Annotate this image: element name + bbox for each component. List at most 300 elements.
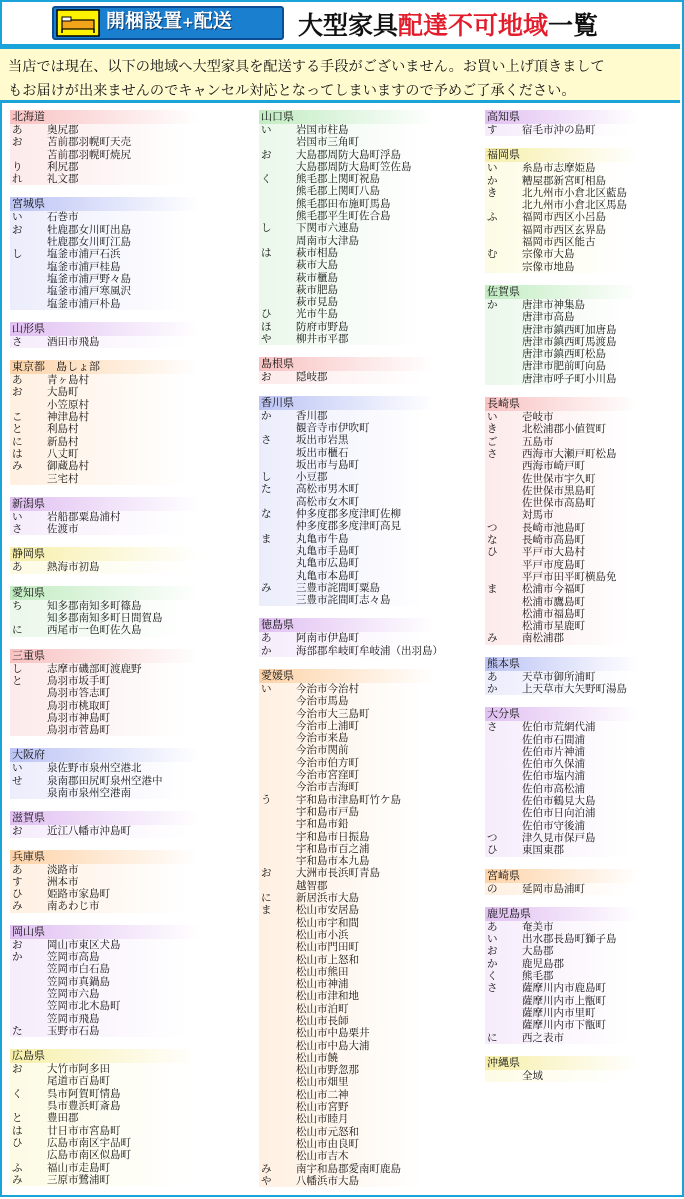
area-name: 宇和島市本九島 — [296, 855, 370, 868]
kana-index — [259, 235, 296, 247]
area-list — [485, 1070, 665, 1082]
kana-index: ち — [12, 599, 23, 612]
area-row — [485, 883, 665, 895]
area-row — [10, 448, 232, 460]
area-row — [485, 162, 665, 174]
area-name: 松山市吉木 — [296, 1150, 349, 1163]
area-name: 福岡市西区小呂島 — [522, 211, 606, 224]
area-name: 塩釜市浦戸朴島 — [47, 297, 121, 310]
area-row — [485, 958, 665, 970]
area-name: 宿毛市沖の島町 — [522, 124, 596, 136]
area-row — [259, 917, 465, 929]
area-row — [259, 818, 465, 830]
spacer — [10, 485, 232, 497]
area-name: 今治市吉海町 — [296, 781, 359, 794]
area-name: 松山市熊田 — [296, 965, 349, 978]
area-row — [259, 904, 465, 916]
area-name: 柳井市平郡 — [296, 333, 349, 346]
kana-index: お — [487, 945, 498, 958]
spacer — [259, 384, 465, 396]
kana-index — [259, 917, 296, 929]
area-name: 平戸市大島村 — [522, 546, 585, 559]
area-row — [259, 545, 465, 557]
kana-index — [485, 807, 522, 819]
column-1 — [10, 110, 232, 1198]
kana-index — [259, 1076, 296, 1088]
kana-index: ひ — [487, 546, 498, 559]
area-name: 佐伯市日向泊浦 — [522, 807, 596, 820]
kana-index: ま — [261, 532, 272, 545]
area-list — [485, 299, 665, 385]
area-name: 松浦市鷹島町 — [522, 595, 585, 608]
kana-index — [259, 447, 296, 459]
kana-index — [259, 843, 296, 855]
area-row — [485, 448, 665, 460]
area-name: 高松市男木町 — [296, 483, 359, 496]
area-list — [485, 921, 665, 1044]
kana-index: し — [12, 248, 23, 261]
area-name: 西尾市一色町佐久島 — [47, 624, 142, 637]
area-row — [10, 211, 232, 223]
area-name: 松山市宮野 — [296, 1101, 349, 1114]
area-row — [10, 825, 232, 837]
kana-index: は — [12, 447, 23, 460]
area-row — [485, 620, 665, 632]
area-name: 長崎市池島町 — [522, 521, 585, 534]
kana-index: な — [261, 508, 272, 521]
kana-index — [10, 1149, 47, 1161]
area-name: 知多郡南知多町日間賀島 — [47, 612, 163, 625]
prefecture-block — [485, 707, 665, 856]
area-name: 小笠原村 — [47, 398, 89, 411]
area-name: 知多郡南知多町篠島 — [47, 599, 142, 612]
area-name: 薩摩川内市下甑町 — [522, 1019, 606, 1032]
area-row — [259, 843, 465, 855]
prefecture-heading: 兵庫県 — [10, 850, 232, 864]
area-name: 松山市門田町 — [296, 941, 359, 954]
area-row — [259, 333, 465, 345]
area-name: 利尻郡 — [47, 160, 79, 173]
kana-index: と — [12, 423, 23, 436]
area-row — [259, 533, 465, 545]
area-name: 今治市大三島町 — [296, 707, 370, 720]
spacer — [485, 857, 665, 869]
kana-index: か — [261, 409, 272, 422]
kana-index: に — [487, 1031, 498, 1044]
area-name: 大島郡周防大島町浮島 — [296, 148, 401, 161]
area-name: 呉市豊浜町斎島 — [47, 1100, 121, 1113]
area-name: 泉南郡田尻町泉州空港中 — [47, 774, 163, 787]
kana-index: み — [261, 1162, 272, 1175]
prefecture-heading: 東京都 島しょ部 — [10, 360, 232, 374]
area-list — [10, 124, 232, 185]
kana-index: い — [12, 211, 23, 224]
kana-index — [259, 769, 296, 781]
kana-index: さ — [487, 982, 498, 995]
prefecture-block — [10, 110, 232, 185]
kana-index — [259, 570, 296, 582]
prefecture-block — [10, 748, 232, 799]
area-row — [10, 1000, 232, 1012]
area-name: 高松市女木町 — [296, 495, 359, 508]
kana-index — [485, 373, 522, 385]
area-row — [485, 559, 665, 571]
area-row — [259, 941, 465, 953]
kana-index: お — [12, 136, 23, 149]
prefecture-heading: 北海道 — [10, 110, 232, 124]
area-name: 青ヶ島村 — [47, 374, 89, 387]
spacer — [485, 895, 665, 907]
area-row — [10, 1112, 232, 1124]
kana-index: お — [261, 867, 272, 880]
area-row — [259, 954, 465, 966]
area-row — [10, 436, 232, 448]
kana-index: れ — [12, 173, 23, 186]
area-row — [259, 471, 465, 483]
area-row — [10, 1063, 232, 1075]
area-row — [485, 199, 665, 211]
area-name: 松山市安居島 — [296, 904, 359, 917]
area-name: 泉佐野市泉州空港北 — [47, 762, 142, 775]
area-row — [259, 434, 465, 446]
area-name: 大島町 — [47, 386, 79, 399]
area-row — [259, 371, 465, 383]
area-name: 笠岡市飛島 — [47, 1012, 100, 1025]
area-name: 松山市宇和間 — [296, 916, 359, 929]
area-row — [259, 422, 465, 434]
kana-index — [485, 995, 522, 1007]
spacer — [485, 136, 665, 148]
area-row — [10, 687, 232, 699]
area-list — [259, 632, 465, 657]
kana-index — [10, 724, 47, 736]
area-row — [259, 520, 465, 532]
area-row — [485, 632, 665, 644]
area-name: 壱岐市 — [522, 411, 554, 424]
area-name: 今治市宮窪町 — [296, 769, 359, 782]
area-row — [259, 990, 465, 1002]
kana-index: う — [261, 793, 272, 806]
kana-index: ご — [487, 435, 498, 448]
prefecture-heading: 大阪府 — [10, 748, 232, 762]
kana-index — [10, 687, 47, 699]
kana-index: き — [487, 423, 498, 436]
area-row — [485, 1007, 665, 1019]
area-row — [10, 1025, 232, 1037]
kana-index: お — [12, 1063, 23, 1076]
area-name: 鳥羽市桃取町 — [47, 699, 110, 712]
area-name: 佐伯市荒網代浦 — [522, 721, 596, 734]
kana-index — [10, 1000, 47, 1012]
kana-index: い — [487, 933, 498, 946]
area-row — [10, 285, 232, 297]
kana-index — [259, 831, 296, 843]
prefecture-heading: 香川県 — [259, 396, 465, 410]
prefecture-block — [10, 925, 232, 1037]
kana-index — [10, 612, 47, 624]
kana-index — [485, 783, 522, 795]
column-2 — [259, 110, 465, 1199]
area-name: 笠岡市高島 — [47, 951, 100, 964]
area-name: 隠岐郡 — [296, 371, 328, 384]
area-row — [259, 308, 465, 320]
area-name: 福岡市西区玄界島 — [522, 223, 606, 236]
spacer — [10, 348, 232, 360]
area-row — [259, 1175, 465, 1187]
kana-index: な — [487, 534, 498, 547]
area-row — [485, 423, 665, 435]
kana-index — [10, 399, 47, 411]
area-row — [485, 211, 665, 223]
area-name: 牡鹿郡女川町出島 — [47, 223, 131, 236]
area-row — [485, 485, 665, 497]
kana-index — [259, 1015, 296, 1027]
page-title: 大型家具配達不可地域一覧 — [298, 11, 599, 40]
kana-index — [259, 781, 296, 793]
area-name: 小豆郡 — [296, 471, 328, 484]
area-row — [10, 399, 232, 411]
kana-index: に — [261, 892, 272, 905]
prefecture-heading: 熊本県 — [485, 657, 665, 671]
area-row — [485, 497, 665, 509]
area-name: 大竹市阿多田 — [47, 1063, 110, 1076]
area-row — [259, 483, 465, 495]
prefecture-block — [485, 285, 665, 385]
area-list — [10, 663, 232, 737]
area-row — [485, 608, 665, 620]
kana-index: や — [261, 333, 272, 346]
spacer — [10, 310, 232, 322]
area-row — [485, 373, 665, 385]
area-name: 佐世保市高島町 — [522, 497, 596, 510]
area-row — [10, 236, 232, 248]
area-name: 利島村 — [47, 423, 79, 436]
prefecture-block — [10, 586, 232, 637]
area-list — [10, 561, 232, 573]
area-name: 西之表市 — [522, 1031, 564, 1044]
kana-index: に — [12, 624, 23, 637]
area-row — [485, 795, 665, 807]
spacer — [10, 1037, 232, 1049]
bed-icon — [56, 8, 100, 38]
area-row — [259, 222, 465, 234]
area-name: 松山市元怒和 — [296, 1125, 359, 1138]
area-name: 今治市馬島 — [296, 695, 349, 708]
area-list — [10, 864, 232, 913]
area-row — [10, 675, 232, 687]
area-row — [485, 336, 665, 348]
area-name: 大島郡周防大島町笠佐島 — [296, 160, 412, 173]
area-name: 廿日市市宮島町 — [47, 1124, 121, 1137]
area-row — [259, 296, 465, 308]
area-name: 対馬市 — [522, 509, 554, 522]
area-name: 北九州市小倉北区馬島 — [522, 199, 627, 212]
area-list — [10, 600, 232, 637]
kana-index — [485, 1019, 522, 1031]
area-name: 鳥羽市答志町 — [47, 687, 110, 700]
prefecture-block — [10, 322, 232, 348]
prefecture-heading: 広島県 — [10, 1049, 232, 1063]
area-name: 松山市畑里 — [296, 1076, 349, 1089]
kana-index: た — [12, 1024, 23, 1037]
area-list — [259, 410, 465, 607]
area-row — [485, 1019, 665, 1031]
area-row — [259, 806, 465, 818]
area-row — [10, 1149, 232, 1161]
prefecture-block — [259, 396, 465, 607]
area-row — [259, 769, 465, 781]
area-row — [485, 995, 665, 1007]
area-list — [485, 162, 665, 273]
kana-index: あ — [487, 670, 498, 683]
kana-index — [259, 1126, 296, 1138]
kana-index — [259, 1101, 296, 1113]
prefecture-heading: 宮城県 — [10, 197, 232, 211]
kana-index — [485, 620, 522, 632]
prefecture-heading: 静岡県 — [10, 547, 232, 561]
area-row — [485, 348, 665, 360]
kana-index — [485, 758, 522, 770]
area-row — [259, 173, 465, 185]
area-name: 唐津市鎮西町松島 — [522, 348, 606, 361]
kana-index — [10, 787, 47, 799]
kana-index — [259, 978, 296, 990]
kana-index — [259, 880, 296, 892]
area-row — [10, 273, 232, 285]
kana-index: し — [12, 662, 23, 675]
area-row — [259, 272, 465, 284]
area-row — [485, 224, 665, 236]
area-row — [485, 522, 665, 534]
kana-index — [259, 520, 296, 532]
kana-index — [10, 712, 47, 724]
kana-index — [485, 608, 522, 620]
area-list — [10, 336, 232, 348]
kana-index — [10, 1100, 47, 1112]
area-row — [485, 683, 665, 695]
area-row — [10, 523, 232, 535]
area-name: 越智郡 — [296, 879, 328, 892]
kana-index — [259, 557, 296, 569]
area-row — [259, 892, 465, 904]
area-row — [259, 1126, 465, 1138]
area-name: 萩市櫃島 — [296, 271, 338, 284]
kana-index — [259, 594, 296, 606]
area-name: 酒田市飛島 — [47, 335, 100, 348]
prefecture-block — [259, 110, 465, 345]
kana-index: い — [487, 162, 498, 175]
area-row — [485, 671, 665, 683]
kana-index: ひ — [12, 888, 23, 901]
area-row — [259, 757, 465, 769]
area-name: 津久見市保戸島 — [522, 831, 596, 844]
kana-index: と — [12, 674, 23, 687]
area-row — [259, 496, 465, 508]
area-name: 宇和島市津島町竹ケ島 — [296, 793, 401, 806]
kana-index — [259, 185, 296, 197]
area-row — [259, 1027, 465, 1039]
area-name: 宇和島市日振島 — [296, 830, 370, 843]
kana-index — [259, 296, 296, 308]
area-name: 礼文郡 — [47, 173, 79, 186]
kana-index — [259, 1113, 296, 1125]
prefecture-block — [10, 649, 232, 737]
area-row — [259, 210, 465, 222]
area-name: 今治市今治村 — [296, 682, 359, 695]
kana-index: み — [12, 1173, 23, 1186]
prefecture-heading: 山口県 — [259, 110, 465, 124]
area-list — [10, 374, 232, 485]
kana-index: し — [261, 471, 272, 484]
area-name: 牡鹿郡女川町江島 — [47, 236, 131, 249]
area-row — [485, 583, 665, 595]
area-name: 今治市上浦町 — [296, 719, 359, 732]
area-name: 佐伯市片神浦 — [522, 745, 585, 758]
area-row — [10, 224, 232, 236]
area-name: 下関市六連島 — [296, 222, 359, 235]
kana-index — [485, 324, 522, 336]
area-row — [485, 933, 665, 945]
area-name: 洲本市 — [47, 875, 79, 888]
area-row — [485, 820, 665, 832]
area-name: 塩釜市浦戸野々島 — [47, 272, 131, 285]
kana-index — [485, 497, 522, 509]
kana-index: み — [261, 581, 272, 594]
prefecture-block — [485, 397, 665, 645]
area-row — [10, 336, 232, 348]
area-row — [485, 721, 665, 733]
prefecture-block — [10, 1049, 232, 1186]
area-row — [485, 187, 665, 199]
area-row — [485, 473, 665, 485]
area-row — [10, 775, 232, 787]
kana-index — [485, 360, 522, 372]
area-name: 笠岡市白石島 — [47, 963, 110, 976]
kana-index: か — [487, 174, 498, 187]
kana-index: み — [487, 632, 498, 645]
area-name: 松山市野忽那 — [296, 1064, 359, 1077]
prefecture-block — [485, 1056, 665, 1082]
kana-index: の — [487, 882, 498, 895]
kana-index: あ — [261, 632, 272, 645]
prefecture-heading: 新潟県 — [10, 497, 232, 511]
kana-index: か — [487, 957, 498, 970]
area-name: 上天草市大矢野町湯島 — [522, 682, 627, 695]
prefecture-heading: 宮崎県 — [485, 869, 665, 883]
area-row — [259, 161, 465, 173]
area-name: 笠岡市六島 — [47, 987, 100, 1000]
spacer — [259, 1187, 465, 1199]
area-name: 岩国市三角町 — [296, 136, 359, 149]
area-row — [259, 831, 465, 843]
area-row — [10, 561, 232, 573]
kana-index: お — [12, 825, 23, 838]
area-name: 西海市大瀬戸町松島 — [522, 447, 617, 460]
area-name: 熊毛郡 — [522, 970, 554, 983]
area-name: 熱海市初島 — [47, 561, 100, 574]
area-row — [10, 1013, 232, 1025]
area-name: 苫前郡羽幌町天売 — [47, 136, 131, 149]
area-row — [485, 945, 665, 957]
kana-index — [259, 806, 296, 818]
area-name: 出水郡長島町獅子島 — [522, 933, 617, 946]
area-name: 松山市神浦 — [296, 978, 349, 991]
area-row — [10, 1137, 232, 1149]
notice-banner — [0, 49, 680, 103]
area-name: 今治市伯方町 — [296, 756, 359, 769]
kana-index: せ — [12, 774, 23, 787]
kana-index — [259, 929, 296, 941]
